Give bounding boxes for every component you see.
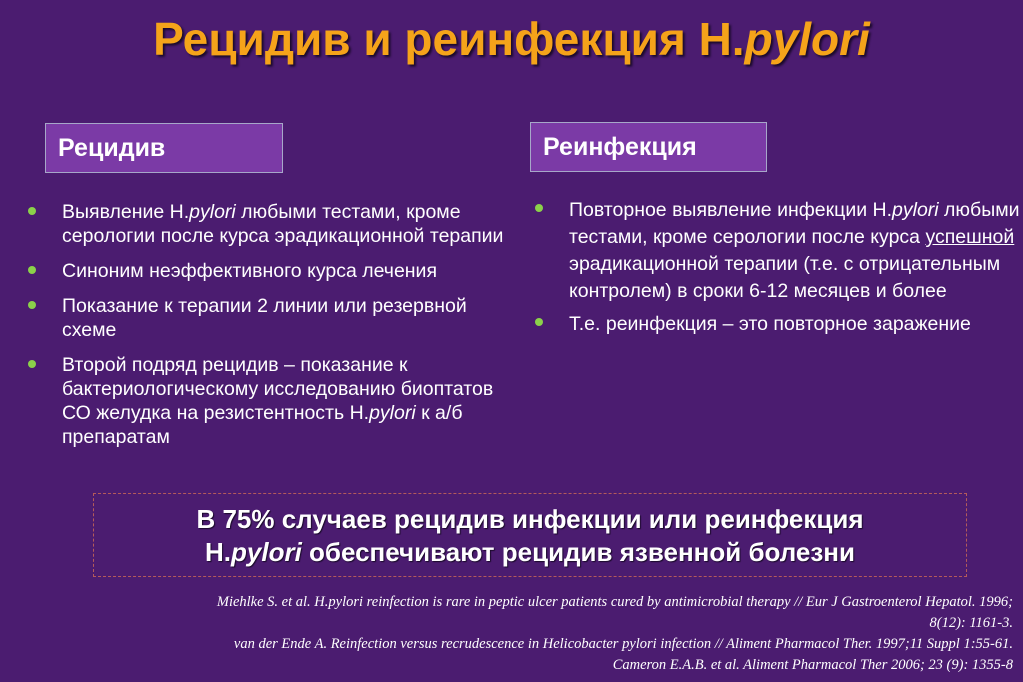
list-item: Повторное выявление инфекции H.pylori любыми тестами, кроме серологии после курса успешной эрадикационной терапии (т.е. с отрицательным контролем) в сроки 6-12 месяцев и более: [535, 197, 1020, 305]
bullet-icon: [28, 207, 36, 215]
list-item: Показание к терапии 2 линии или резервной схеме: [28, 294, 518, 342]
list-item: Т.е. реинфекция – это повторное заражение: [535, 311, 1020, 338]
reinfection-list: [535, 197, 1020, 344]
callout-line2: H.pylori обеспечивают рецидив язвенной болезни: [205, 537, 855, 567]
title-main: Рецидив и реинфекция H.: [153, 13, 745, 65]
list-item: Второй подряд рецидив – показание к бактериологическому исследованию биоптатов СО желудка на резистентность H.pylori к а/б препаратам: [28, 353, 518, 449]
relapse-list: [28, 200, 518, 460]
reference-line: Cameron E.A.B. et al. Aliment Pharmacol Ther 2006; 23 (9): 1355-8: [612, 657, 1013, 673]
slide-title: [0, 12, 1023, 66]
reference-line: 8(12): 1161-3.: [929, 615, 1013, 631]
list-item: Выявление H.pylori любыми тестами, кроме серологии после курса эрадикационной терапии: [28, 200, 518, 248]
title-italic: pylori: [744, 13, 870, 65]
bullet-icon: [28, 266, 36, 274]
bullet-icon: [28, 360, 36, 368]
callout-line1: В 75% случаев рецидив инфекции или реинфекция: [196, 504, 864, 534]
reference-line: Miehlke S. et al. H.pylori reinfection is rare in peptic ulcer patients cured by antimicrobial therapy // Eur J Gastroenterol Hepatol. 1996;: [216, 594, 1013, 610]
bullet-icon: [28, 301, 36, 309]
bullet-icon: [535, 204, 543, 212]
bullet-icon: [535, 318, 543, 326]
references: [13, 592, 1013, 676]
reference-line: van der Ende A. Reinfection versus recrudescence in Helicobacter pylori infection // Aliment Pharmacol Ther. 1997;11 Suppl 1:55-61.: [233, 636, 1013, 652]
reinfection-header: Реинфекция: [530, 122, 767, 172]
relapse-header: Рецидив: [45, 123, 283, 173]
callout-box: [93, 493, 967, 577]
list-item: Синоним неэффективного курса лечения: [28, 259, 518, 283]
